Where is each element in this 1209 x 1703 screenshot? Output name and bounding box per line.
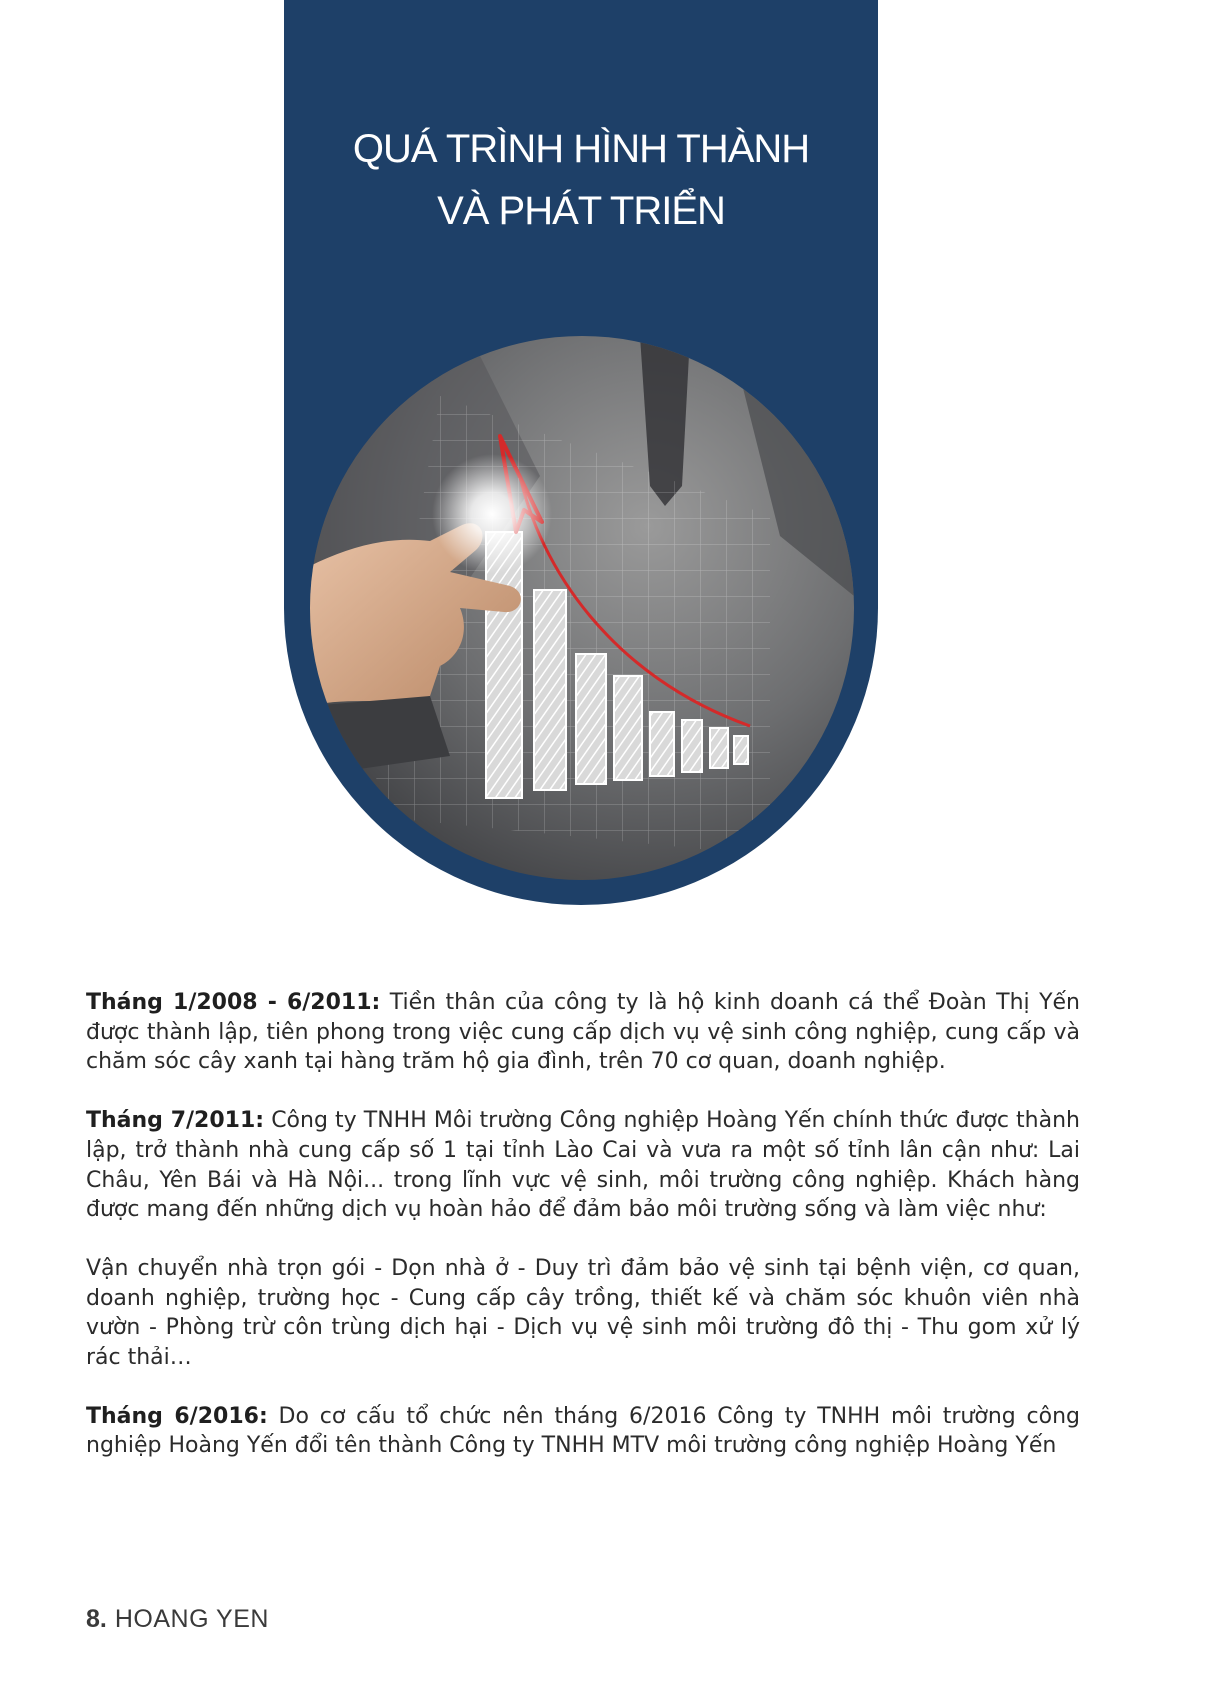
page-title-line-2: VÀ PHÁT TRIỂN — [437, 189, 725, 233]
timeline-period: Tháng 1/2008 - 6/2011: — [86, 990, 381, 1015]
page-number: 8. — [86, 1605, 107, 1633]
timeline-text: Công ty TNHH Môi trường Công nghiệp Hoàng Yến chính thức được thành lập, trở thành nhà cung cấp số 1 tại tỉnh Lào Cai và vưa ra một số tỉnh lân cận như: Lai Châu, Yên Bái và Hà Nội... trong lĩnh vực vệ sinh, môi trường công nghiệp. Khách hàng được mang đến những dịch vụ hoàn hảo để đảm bảo môi trường sống và làm việc như: — [86, 1108, 1080, 1223]
services-list — [86, 1254, 1080, 1373]
growth-chart-photo — [310, 336, 854, 880]
page-title — [284, 118, 878, 242]
timeline-period: Tháng 7/2011: — [86, 1108, 265, 1134]
timeline-entry — [86, 1402, 1080, 1461]
history-text — [86, 988, 1080, 1490]
timeline-text: Tiền thân của công ty là hộ kinh doanh cá thể Đoàn Thị Yến được thành lập, tiên phong trong việc cung cấp dịch vụ vệ sinh công nghiệp, cung cấp và chăm sóc cây xanh tại hàng trăm hộ gia đình, trên 70 cơ quan, doanh nghiệp. — [86, 990, 1081, 1075]
timeline-period: Tháng 6/2016: — [86, 1403, 268, 1429]
timeline-entry — [86, 988, 1080, 1077]
footer-brand: HOANG YEN — [114, 1605, 269, 1633]
timeline-entry — [86, 1106, 1080, 1225]
page-title-line-1: QUÁ TRÌNH HÌNH THÀNH — [352, 127, 810, 171]
page-footer — [86, 1605, 269, 1634]
services-text: Vận chuyển nhà trọn gói - Dọn nhà ở - Duy trì đảm bảo vệ sinh tại bệnh viện, cơ quan, doanh nghiệp, trường học - Cung cấp cây trồng, thiết kế và chăm sóc khuôn viên nhà vườn - Phòng trừ côn trùng dịch hại - Dịch vụ vệ sinh môi trường đô thị - Thu gom xử lý rác thải… — [86, 1255, 1080, 1371]
timeline-text: Do cơ cấu tổ chức nên tháng 6/2016 Công ty TNHH môi trường công nghiệp Hoàng Yến đổi tên thành Công ty TNHH MTV môi trường công nghiệp Hoàng Yến — [86, 1403, 1080, 1459]
